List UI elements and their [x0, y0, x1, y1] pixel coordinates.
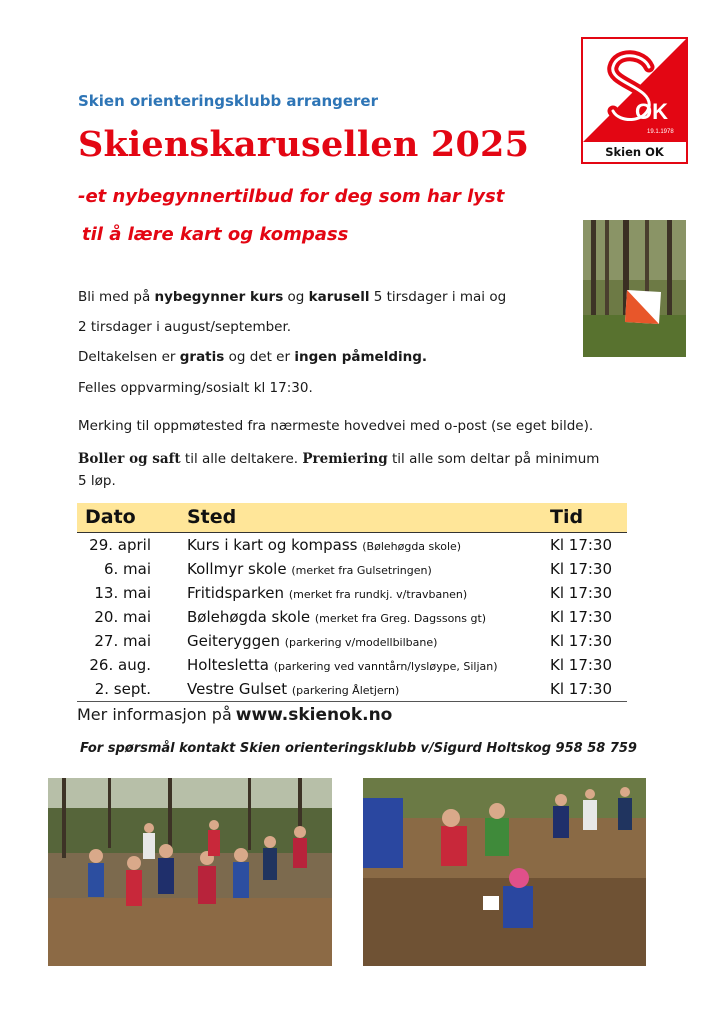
- schedule-table: [77, 503, 627, 702]
- table-row: 6. mai Kollmyr skole (merket fra Gulsetringen) Kl 17:30: [103, 560, 612, 578]
- table-row: 26. aug. Holtesletta (parkering ved vanntårn/lysløype, Siljan) Kl 17:30: [89, 656, 612, 674]
- header-tid: Tid: [550, 506, 584, 528]
- paragraph-3: Deltakelsen er gratis og det er ingen påmelding.: [78, 349, 428, 365]
- header-dato: Dato: [85, 506, 136, 528]
- runners-photo-left: [48, 778, 332, 966]
- table-header: [77, 503, 627, 533]
- paragraph-2: 2 tirsdager i august/september.: [78, 319, 292, 335]
- contact-line: For spørsmål kontakt Skien orienteringsklubb v/Sigurd Holtskog 958 58 759: [80, 741, 637, 756]
- club-logo: [581, 37, 688, 164]
- organizer-line: Skien orienteringsklubb arrangerer: [78, 92, 379, 110]
- paragraph-7: 5 løp.: [78, 473, 116, 489]
- paragraph-4: Felles oppvarming/sosialt kl 17:30.: [78, 380, 313, 396]
- header-sted: Sted: [187, 506, 237, 528]
- paragraph-5: Merking til oppmøtested fra nærmeste hovedvei med o-post (se eget bilde).: [78, 418, 594, 434]
- runners-photo-right: [363, 778, 646, 966]
- logo-caption: Skien OK: [605, 145, 664, 159]
- website-link[interactable]: www.skienok.no: [235, 705, 393, 725]
- page-title: Skienskarusellen 2025: [78, 124, 530, 165]
- skien-ok-logo-icon: [583, 39, 686, 142]
- table-row: 13. mai Fritidsparken (merket fra rundkj. v/travbanen) Kl 17:30: [94, 584, 612, 602]
- paragraph-1: Bli med på nybegynner kurs og karusell 5 tirsdager i mai og: [78, 289, 507, 305]
- table-row: 27. mai Geiteryggen (parkering v/modellbilbane) Kl 17:30: [94, 632, 612, 650]
- table-row: 2. sept. Vestre Gulset (parkering Åletjern) Kl 17:30: [77, 677, 627, 702]
- table-row: 20. mai Bølehøgda skole (merket fra Greg. Dagssons gt) Kl 17:30: [94, 608, 612, 626]
- logo-founded: 19.1.1978: [647, 129, 674, 135]
- control-flag-photo: [583, 220, 686, 357]
- paragraph-6: Boller og saft til alle deltakere. Premiering til alle som deltar på minimum: [78, 451, 600, 467]
- subtitle-line-2: til å lære kart og kompass: [82, 224, 349, 245]
- subtitle-line-1: -et nybegynnertilbud for deg som har lyst: [78, 186, 505, 207]
- more-info-line: Mer informasjon på www.skienok.no: [77, 705, 393, 725]
- logo-letters: OK: [635, 99, 668, 124]
- table-row: 29. april Kurs i kart og kompass (Bølehøgda skole) Kl 17:30: [89, 536, 612, 554]
